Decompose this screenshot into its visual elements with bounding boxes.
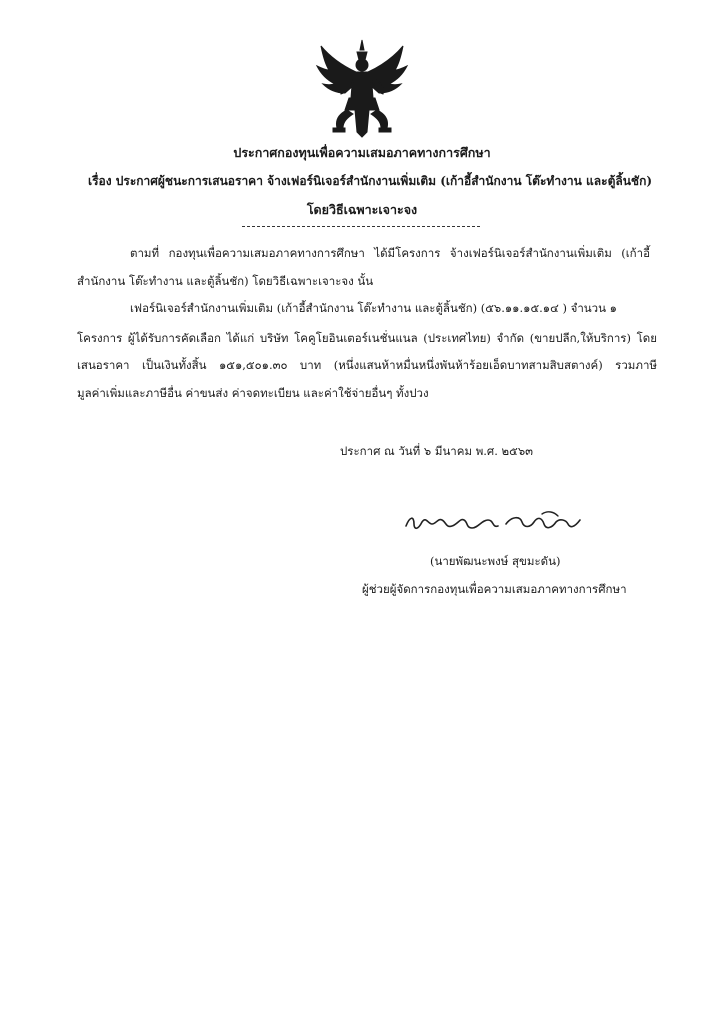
body-paragraph-1-line-1: ตามที่ กองทุนเพื่อความเสมอภาคทางการศึกษา ได้มีโครงการ จ้างเฟอร์นิเจอร์สำนักงานเพิ่มเติม (เก้าอี้ [130,246,650,260]
announcement-org-title: ประกาศกองทุนเพื่อความเสมอภาคทางการศึกษา [233,145,491,160]
body-paragraph-2-line-4: มูลค่าเพิ่มและภาษีอื่น ค่าขนส่ง ค่าจดทะเบียน และค่าใช้จ่ายอื่นๆ ทั้งปวง [77,386,429,400]
signer-position: ผู้ช่วยผู้จัดการกองทุนเพื่อความเสมอภาคทางการศึกษา [362,582,627,596]
announcement-date: ประกาศ ณ วันที่ ๖ มีนาคม พ.ศ. ๒๕๖๓ [340,444,533,458]
announcement-subject: เรื่อง ประกาศผู้ชนะการเสนอราคา จ้างเฟอร์นิเจอร์สำนักงานเพิ่มเติม (เก้าอี้สำนักงาน โต๊ะทำงาน และตู้ลิ้นชัก) [87,174,653,188]
announcement-method: โดยวิธีเฉพาะเจาะจง [306,202,418,217]
dashed-divider [242,226,480,227]
body-paragraph-2-line-1: เฟอร์นิเจอร์สำนักงานเพิ่มเติม (เก้าอี้สำนักงาน โต๊ะทำงาน และตู้ลิ้นชัก) (๕๖.๑๑.๑๕.๑๔ ) จำนวน ๑ [130,301,617,315]
body-paragraph-2-line-2: โครงการ ผู้ได้รับการคัดเลือก ได้แก่ บริษัท โคคูโยอินเตอร์เนชั่นแนล (ประเทศไทย) จำกัด (ขายปลีก,ให้บริการ) โดย [77,331,657,345]
garuda-emblem-icon [313,38,411,138]
body-paragraph-1-line-2: สำนักงาน โต๊ะทำงาน และตู้ลิ้นชัก) โดยวิธีเฉพาะเจาะจง นั้น [77,274,374,288]
signer-name: (นายพัฒนะพงษ์ สุขมะดัน) [430,554,561,568]
body-paragraph-2-line-3: เสนอราคา เป็นเงินทั้งสิ้น ๑๕๑,๕๐๑.๓๐ บาท (หนึ่งแสนห้าหมื่นหนึ่งพันห้าร้อยเอ็ดบาทสามสิบสตางค์) รวมภาษี [77,358,657,372]
handwritten-signature [402,506,587,538]
